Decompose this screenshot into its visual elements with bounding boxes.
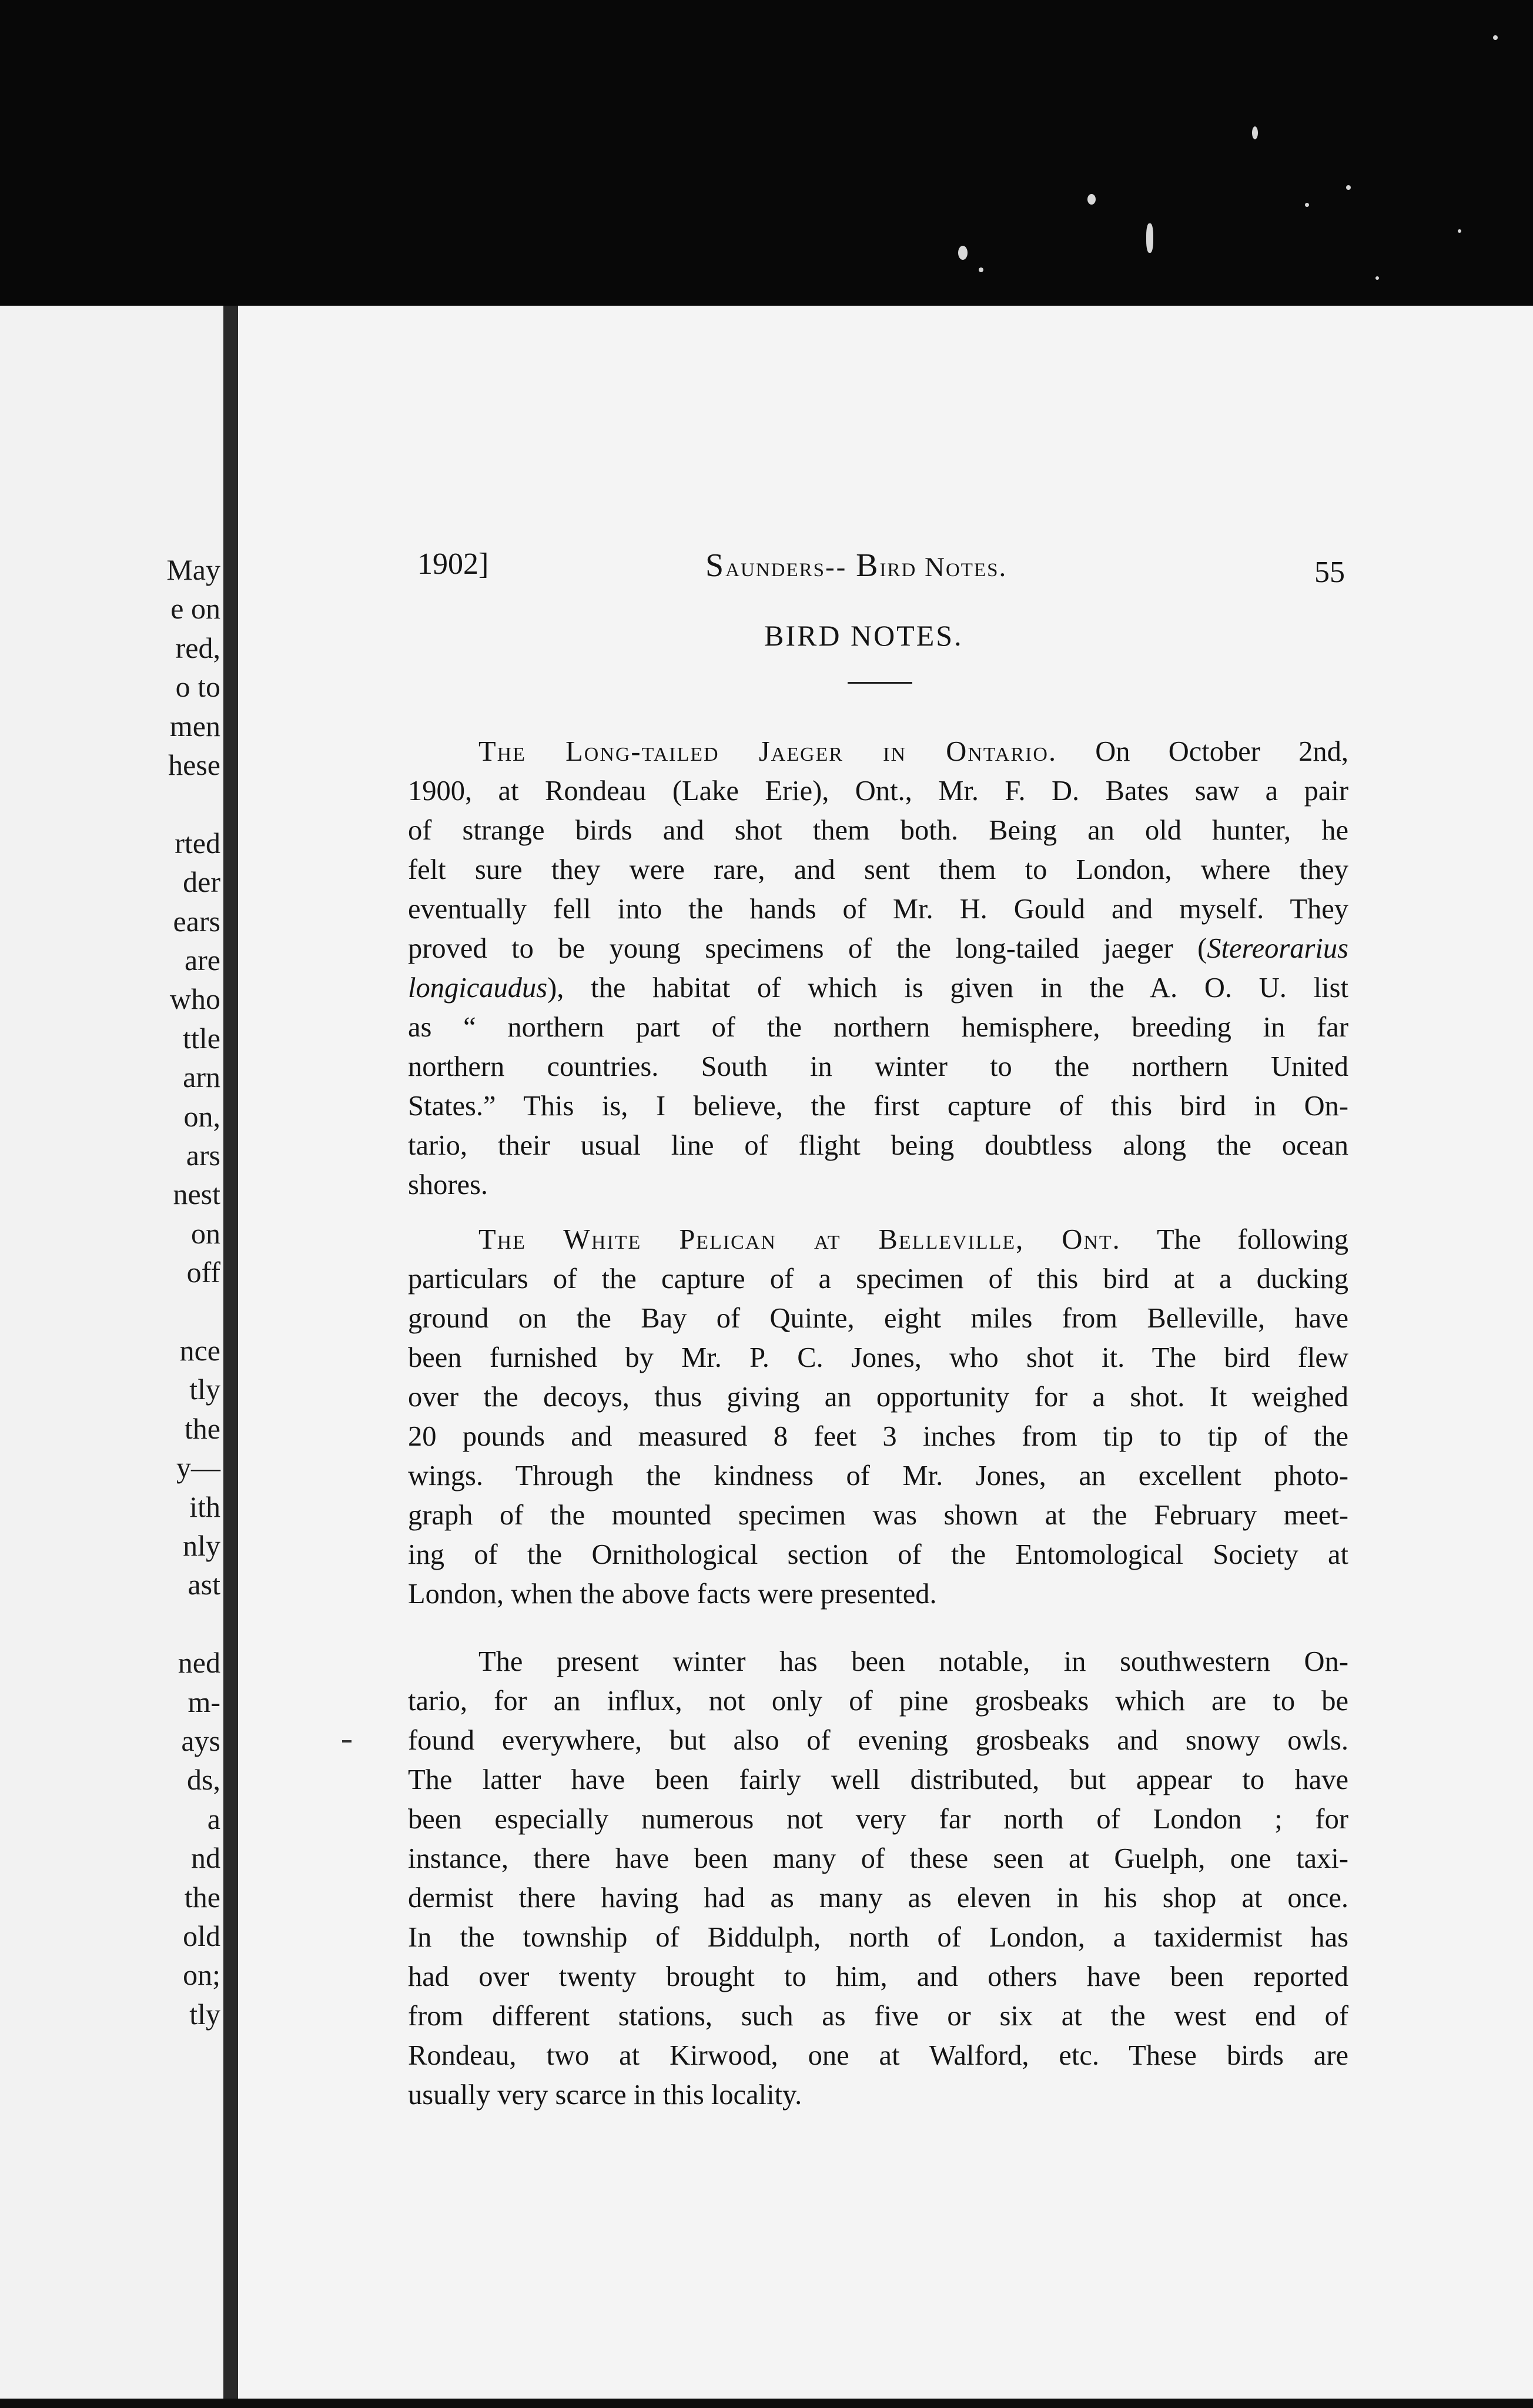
left-page-fragment: ith — [189, 1490, 220, 1523]
left-page-fragment: red, — [175, 631, 220, 664]
paragraph-line: tario, their usual line of flight being doubtless along the ocean — [408, 1130, 1348, 1161]
paragraph-line: eventually fell into the hands of Mr. H. Gould and myself. They — [408, 894, 1348, 925]
left-page-fragment: who — [169, 982, 220, 1016]
paragraph-line: from different stations, such as five or six at the west end of — [408, 2001, 1348, 2032]
left-page-fragment: on; — [183, 1958, 220, 1992]
paragraph-line: had over twenty brought to him, and others have been reported — [408, 1961, 1348, 1992]
paragraph-line: London, when the above facts were presented. — [408, 1578, 937, 1610]
dust-speck — [1305, 203, 1309, 207]
left-page-fragment: ast — [188, 1568, 220, 1601]
left-page-fragment: old — [183, 1919, 220, 1952]
paragraph-line: particulars of the capture of a specimen of this bird at a ducking — [408, 1263, 1348, 1295]
header-title-rest-initial: B — [856, 547, 880, 584]
left-page-fragment: a — [207, 1802, 220, 1835]
paragraph-winter — [408, 1642, 1348, 2115]
paragraph-line: of strange birds and shot them both. Being an old hunter, he — [408, 815, 1348, 846]
paragraph-line: been furnished by Mr. P. C. Jones, who shot it. The bird flew — [408, 1342, 1348, 1373]
left-page-fragment: on, — [183, 1099, 220, 1133]
left-page-fragment: tly — [189, 1997, 220, 2031]
scan-dark-background — [0, 0, 1533, 317]
left-page-fragment: o to — [175, 670, 220, 704]
left-page-fragment: e on — [170, 592, 220, 626]
paragraph-lead: The White Pelican at Belleville, Ont. — [478, 1224, 1121, 1255]
running-header-year: 1902] — [417, 547, 489, 581]
species-name: Stereorarius — [1207, 933, 1348, 964]
paragraph-line: felt sure they were rare, and sent them to London, where they — [408, 854, 1348, 885]
left-page-fragment: der — [183, 865, 220, 899]
left-page-fragment: nce — [179, 1334, 220, 1367]
paragraph-line: The Long-tailed Jaeger in Ontario. On October 2nd, — [478, 736, 1348, 767]
left-page-fragment: the — [184, 1880, 220, 1914]
running-header-title — [705, 547, 1007, 584]
dust-speck — [979, 267, 983, 272]
left-page-fragment: ays — [181, 1724, 220, 1757]
left-page-fragment: ds, — [187, 1763, 220, 1797]
page-number: 55 — [1314, 556, 1345, 589]
scan-bottom-edge — [0, 2399, 1533, 2408]
paragraph-line: graph of the mounted specimen was shown at the February meet- — [408, 1500, 1348, 1531]
header-title-first: aunders — [725, 552, 826, 583]
header-title-first-initial: S — [705, 547, 726, 584]
left-page-fragment: ears — [173, 904, 220, 938]
paragraph-line: 1900, at Rondeau (Lake Erie), Ont., Mr. F. D. Bates saw a pair — [408, 775, 1348, 807]
paragraph-jaeger — [408, 732, 1348, 1205]
paragraph-line: usually very scarce in this locality. — [408, 2079, 802, 2111]
left-page-fragment: are — [184, 944, 220, 976]
dust-speck — [958, 246, 968, 260]
dust-speck — [1087, 194, 1096, 205]
paragraph-line: proved to be young specimens of the long-tailed jaeger (Stereorarius — [408, 933, 1348, 964]
paragraph-line: wings. Through the kindness of Mr. Jones, an excellent photo- — [408, 1460, 1348, 1491]
left-page-fragment: ttle — [183, 1021, 220, 1055]
dust-speck — [1375, 276, 1379, 280]
species-name: longicaudus — [408, 972, 548, 1004]
paragraph-line: tario, for an influx, not only of pine grosbeaks which are to be — [408, 1685, 1348, 1717]
left-page-fragment: nd — [191, 1841, 220, 1875]
left-page-fragment: rted — [175, 826, 220, 859]
margin-mark — [342, 1740, 352, 1743]
paragraph-line: Rondeau, two at Kirwood, one at Walford, etc. These birds are — [408, 2040, 1348, 2071]
left-page-fragment: y— — [176, 1451, 220, 1484]
dust-speck — [1252, 126, 1258, 139]
left-page-fragment: ned — [178, 1646, 220, 1680]
left-page-fragment: on — [191, 1216, 220, 1250]
dust-speck — [1493, 35, 1498, 40]
paragraph-line: In the township of Biddulph, north of London, a taxidermist has — [408, 1922, 1348, 1953]
paragraph-pelican — [408, 1220, 1348, 1614]
left-page-fragment: the — [184, 1412, 220, 1445]
paragraph-line: found everywhere, but also of evening grosbeaks and snowy owls. — [408, 1725, 1348, 1756]
left-page-fragment: May — [166, 553, 220, 586]
left-page-fragment: nest — [173, 1178, 220, 1211]
paragraph-line: States.” This is, I believe, the first capture of this bird in On- — [408, 1091, 1348, 1122]
paragraph-line: dermist there having had as many as eleven in his shop at once. — [408, 1882, 1348, 1914]
paragraph-line: 20 pounds and measured 8 feet 3 inches from tip to tip of the — [408, 1421, 1348, 1452]
left-page-fragment: arn — [183, 1061, 220, 1094]
left-page-fragment: tly — [189, 1373, 220, 1406]
paragraph-line: instance, there have been many of these seen at Guelph, one taxi- — [408, 1843, 1348, 1874]
paragraph-line: longicaudus), the habitat of which is given in the A. O. U. list — [408, 972, 1348, 1004]
paragraph-line: ing of the Ornithological section of the Entomological Society at — [408, 1539, 1348, 1570]
paragraph-line: as “ northern part of the northern hemisphere, breeding in far — [408, 1012, 1348, 1043]
paragraph-lead: The Long-tailed Jaeger in Ontario. — [478, 736, 1057, 767]
paragraph-line: northern countries. South in winter to the northern United — [408, 1051, 1348, 1082]
left-page-edge — [0, 306, 232, 2399]
paragraph-line: been especially numerous not very far north of London ; for — [408, 1804, 1348, 1835]
paragraph-line: over the decoys, thus giving an opportunity for a shot. It weighed — [408, 1382, 1348, 1413]
paragraph-line: ground on the Bay of Quinte, eight miles from Belleville, have — [408, 1303, 1348, 1334]
section-title: BIRD NOTES. — [764, 619, 963, 652]
header-title-separator: -- — [825, 552, 848, 583]
dust-speck — [1146, 223, 1153, 253]
paragraph-line: shores. — [408, 1169, 488, 1200]
title-rule — [848, 682, 912, 684]
left-page-fragment: nly — [183, 1529, 220, 1562]
paragraph-line: The White Pelican at Belleville, Ont. The following — [478, 1224, 1348, 1255]
left-page-fragment: off — [186, 1256, 220, 1289]
header-title-rest: ird Notes. — [879, 552, 1008, 583]
paragraph-line: The latter have been fairly well distributed, but appear to have — [408, 1764, 1348, 1795]
dust-speck — [1346, 185, 1351, 190]
left-page-fragment: m- — [188, 1685, 220, 1718]
paragraph-line: The present winter has been notable, in southwestern On- — [478, 1646, 1348, 1677]
dust-speck — [1458, 229, 1461, 233]
left-page-fragment: ars — [186, 1139, 220, 1172]
left-page-fragment: hese — [168, 748, 220, 781]
left-page-fragment: men — [169, 709, 220, 743]
